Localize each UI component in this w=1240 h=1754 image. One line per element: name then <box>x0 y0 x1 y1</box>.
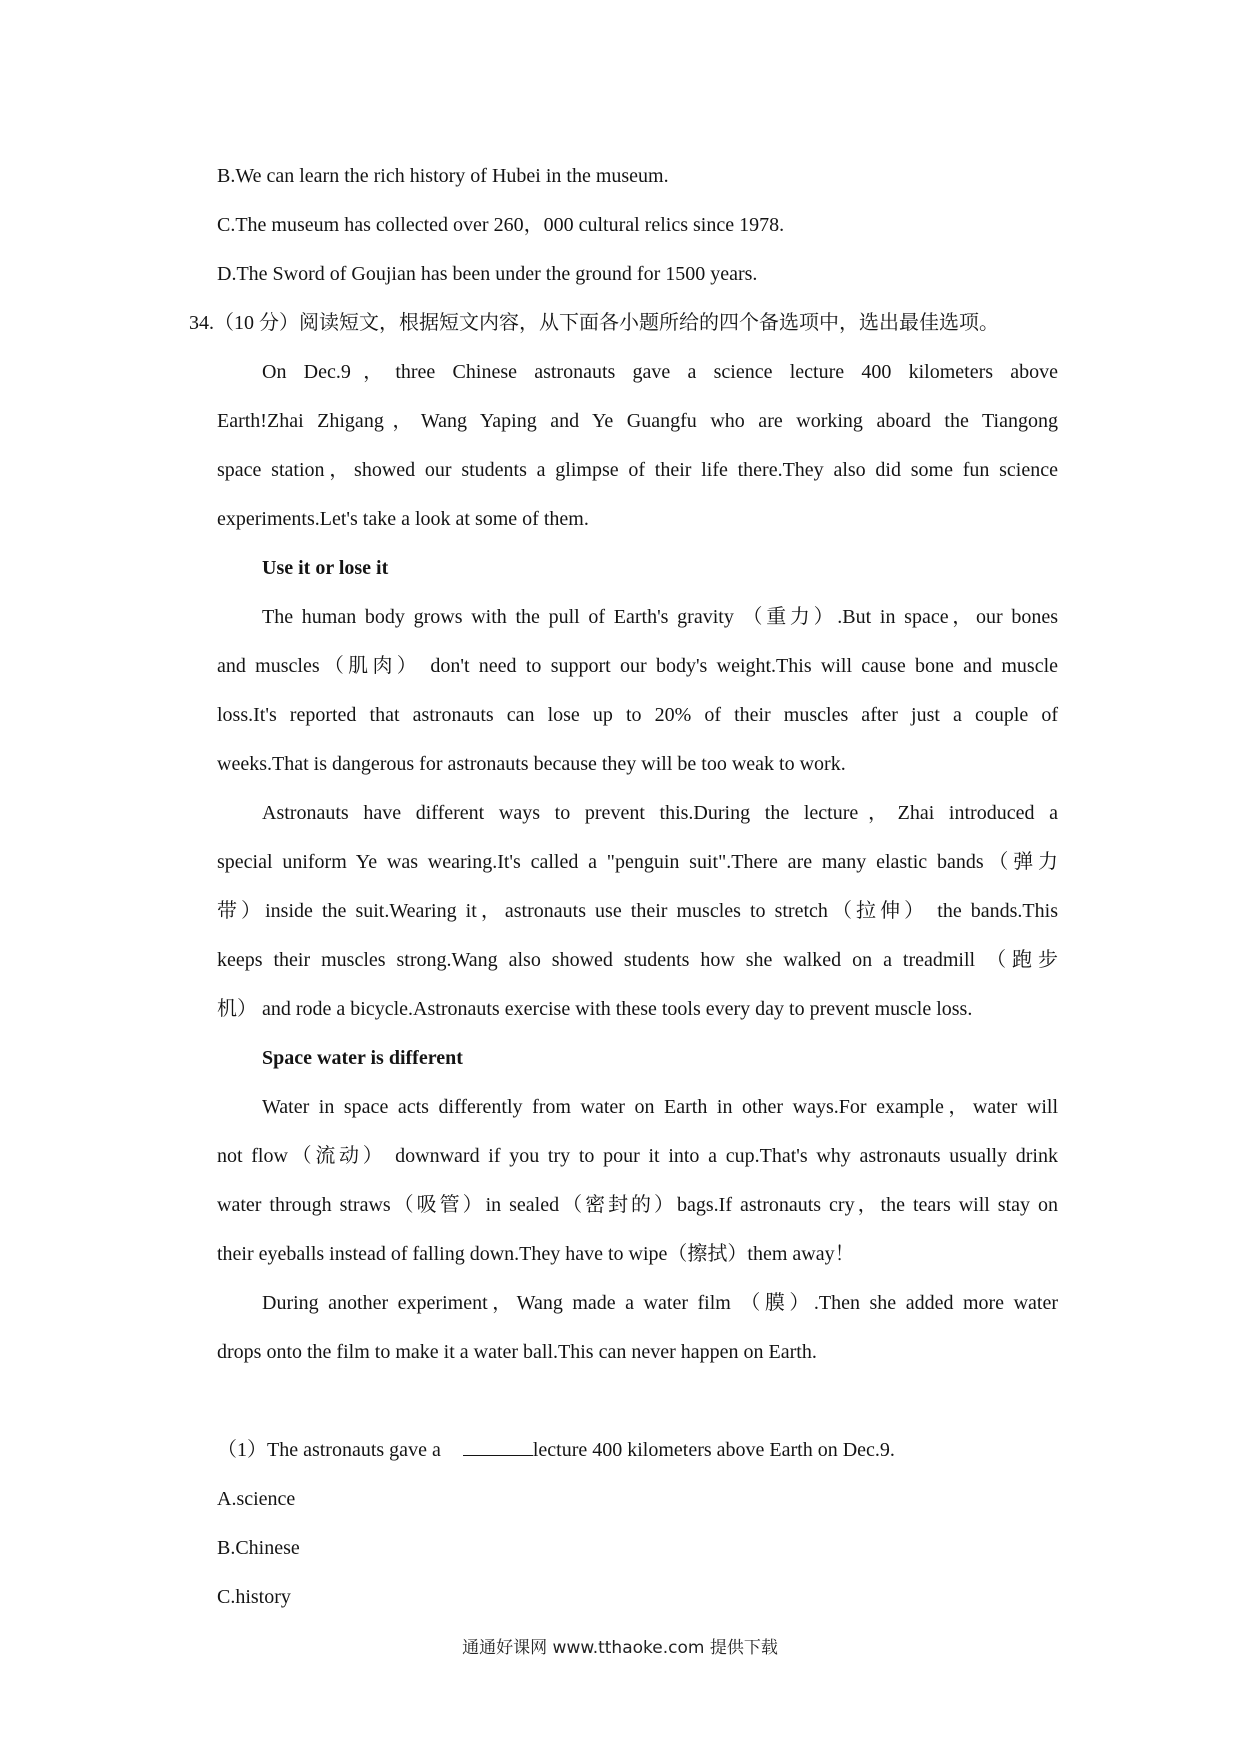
section-heading: Use it or lose it <box>262 557 389 579</box>
section-heading: Space water is different <box>262 1047 463 1069</box>
passage-line: Earth!Zhai Zhigang，Wang Yaping and Ye Guangfu who are working aboard the Tiangong <box>217 410 1058 432</box>
passage-paragraph <box>0 1083 1240 1279</box>
passage-paragraph <box>0 348 1240 544</box>
passage-line: keeps their muscles strong.Wang also showed students how she walked on a treadmill （跑步 <box>217 949 1058 971</box>
passage-line: weeks.That is dangerous for astronauts because they will be too weak to work. <box>217 753 846 775</box>
option-item: B.We can learn the rich history of Hubei in the museum. <box>217 165 669 187</box>
answer-option-a: A.science <box>217 1488 296 1510</box>
answer-option-b: B.Chinese <box>217 1537 300 1559</box>
passage-line: The human body grows with the pull of Earth's gravity （重力）.But in space，our bones <box>262 606 1058 628</box>
passage-line: experiments.Let's take a look at some of them. <box>217 508 589 530</box>
passage-paragraph <box>0 789 1240 1034</box>
passage-line: Astronauts have different ways to prevent this.During the lecture，Zhai introduced a <box>262 802 1058 824</box>
answer-blank <box>463 1435 533 1456</box>
page-footer: 通通好课网 www.tthaoke.com 提供下载 <box>462 1638 778 1658</box>
passage-line: water through straws（吸管）in sealed（密封的）bags.If astronauts cry，the tears will stay on <box>217 1194 1058 1216</box>
option-item: D.The Sword of Goujian has been under the ground for 1500 years. <box>217 263 758 285</box>
passage-line: 带）inside the suit.Wearing it，astronauts use their muscles to stretch（拉伸） the bands.This <box>217 900 1058 922</box>
passage-paragraph <box>0 593 1240 789</box>
sub-question-stem <box>217 1426 1058 1475</box>
question-instruction: 34.（10 分）阅读短文，根据短文内容，从下面各小题所给的四个备选项中，选出最佳选项。 <box>189 312 999 334</box>
spacer <box>0 1377 1240 1426</box>
passage-line: Water in space acts differently from water on Earth in other ways.For example，water will <box>262 1096 1058 1118</box>
passage-line: not flow（流动） downward if you try to pour it into a cup.That's why astronauts usually drink <box>217 1145 1058 1167</box>
stem-after-blank: lecture 400 kilometers above Earth on Dec.9. <box>532 1439 895 1461</box>
passage-line: loss.It's reported that astronauts can lose up to 20% of their muscles after just a couple of <box>217 704 1058 726</box>
passage-line: their eyeballs instead of falling down.They have to wipe（擦拭）them away！ <box>217 1243 855 1265</box>
passage-line: During another experiment，Wang made a water film （膜）.Then she added more water <box>262 1292 1058 1314</box>
passage-line: 机） and rode a bicycle.Astronauts exercise with these tools every day to prevent muscle loss. <box>217 998 973 1020</box>
passage-line: space station，showed our students a glimpse of their life there.They also did some fun science <box>217 459 1058 481</box>
passage-line: drops onto the film to make it a water ball.This can never happen on Earth. <box>217 1341 817 1363</box>
page-body <box>0 152 1240 1622</box>
stem-before-blank: （1）The astronauts gave a <box>217 1439 441 1461</box>
passage-line: and muscles（肌肉） don't need to support our body's weight.This will cause bone and muscle <box>217 655 1058 677</box>
passage-paragraph <box>0 1279 1240 1377</box>
answer-option-c: C.history <box>217 1586 291 1608</box>
passage-line: special uniform Ye was wearing.It's called a "penguin suit".There are many elastic bands（弹力 <box>217 851 1058 873</box>
option-item: C.The museum has collected over 260，000 cultural relics since 1978. <box>217 214 785 236</box>
passage-line: On Dec.9，three Chinese astronauts gave a science lecture 400 kilometers above <box>262 361 1058 383</box>
